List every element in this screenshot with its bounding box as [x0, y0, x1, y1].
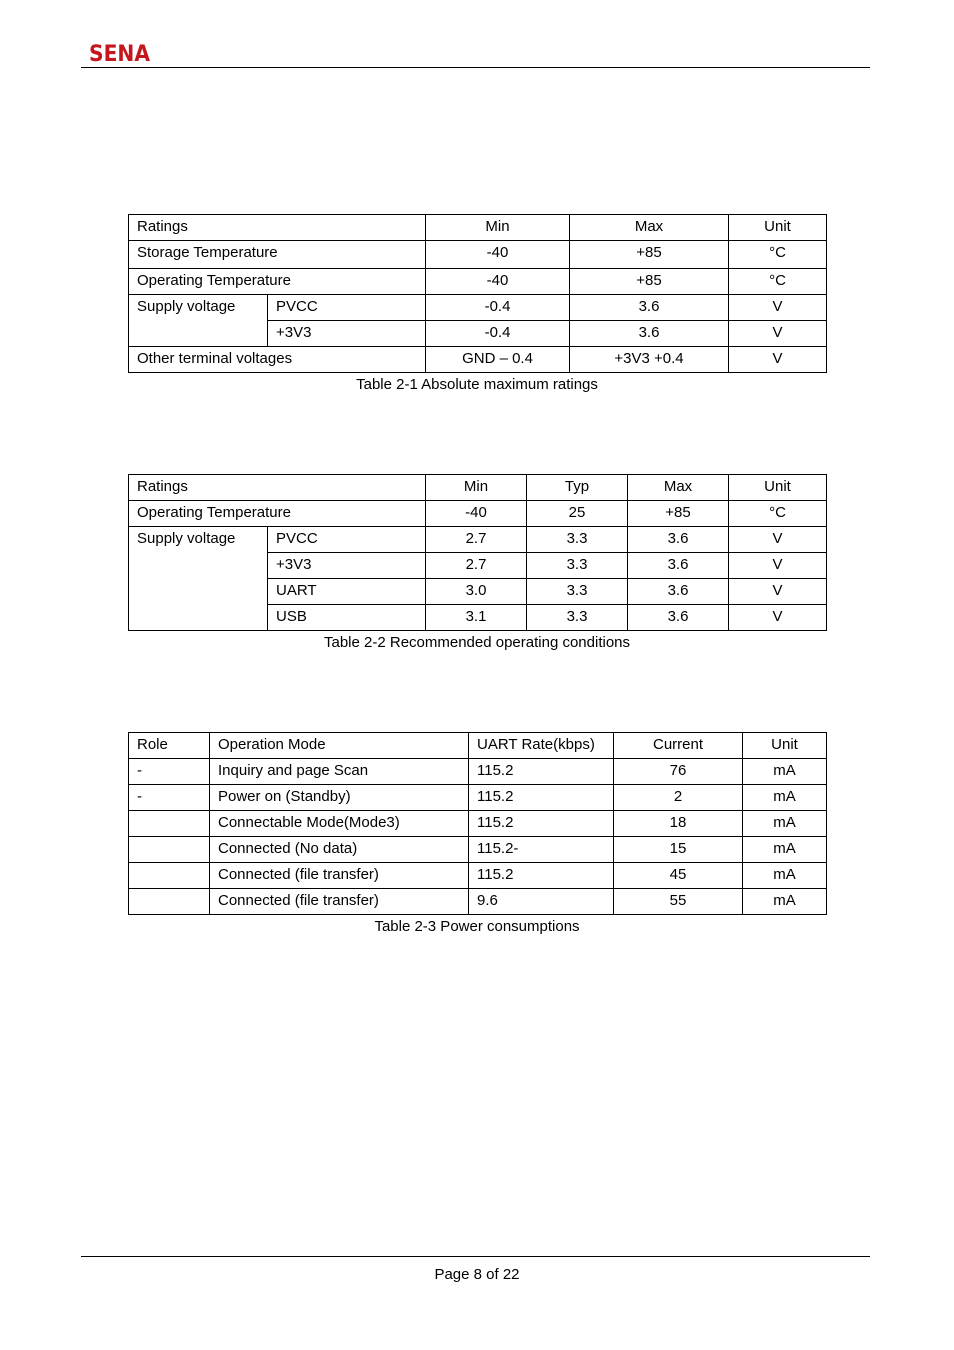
min-cell: 3.1: [426, 605, 527, 631]
table-row: [129, 811, 827, 837]
unit-cell: °C: [729, 269, 827, 295]
min-cell: 2.7: [426, 553, 527, 579]
role-cell: [129, 889, 210, 915]
sub-rating-cell: +3V3: [268, 553, 426, 579]
unit-cell: mA: [743, 889, 827, 915]
table-row: [129, 863, 827, 889]
min-cell: -0.4: [426, 321, 570, 347]
current-cell: 15: [614, 837, 743, 863]
current-cell: 45: [614, 863, 743, 889]
table-row: [129, 527, 827, 553]
min-cell: -0.4: [426, 295, 570, 321]
max-cell: 3.6: [628, 527, 729, 553]
max-cell: 3.6: [628, 553, 729, 579]
mode-cell: Connected (No data): [210, 837, 469, 863]
unit-cell: °C: [729, 241, 827, 269]
typ-cell: 3.3: [527, 605, 628, 631]
max-cell: +3V3 +0.4: [570, 347, 729, 373]
table-header-row: [129, 475, 827, 501]
max-cell: +85: [628, 501, 729, 527]
min-cell: -40: [426, 501, 527, 527]
rating-cell: Storage Temperature: [129, 241, 426, 269]
header-cell: Role: [129, 733, 210, 759]
rating-cell: Other terminal voltages: [129, 347, 426, 373]
sub-rating-cell: +3V3: [268, 321, 426, 347]
current-cell: 18: [614, 811, 743, 837]
rate-cell: 115.2: [469, 759, 614, 785]
rating-cell: Operating Temperature: [129, 269, 426, 295]
page-number: Page 8 of 22: [434, 1266, 520, 1283]
rating-cell: Operating Temperature: [129, 501, 426, 527]
min-cell: 3.0: [426, 579, 527, 605]
power-consumptions-table: [128, 732, 827, 915]
rate-cell: 9.6: [469, 889, 614, 915]
role-cell: [129, 837, 210, 863]
recommended-operating-conditions-table: [128, 474, 827, 631]
unit-cell: V: [729, 579, 827, 605]
header-cell: Operation Mode: [210, 733, 469, 759]
sena-logo: SENA: [89, 42, 151, 67]
typ-cell: 3.3: [527, 579, 628, 605]
header-cell: Current: [614, 733, 743, 759]
min-cell: -40: [426, 269, 570, 295]
role-cell: -: [129, 785, 210, 811]
rate-cell: 115.2: [469, 811, 614, 837]
max-cell: 3.6: [628, 605, 729, 631]
unit-cell: mA: [743, 759, 827, 785]
unit-cell: mA: [743, 811, 827, 837]
sub-rating-cell: PVCC: [268, 295, 426, 321]
min-cell: GND – 0.4: [426, 347, 570, 373]
unit-cell: °C: [729, 501, 827, 527]
typ-cell: 3.3: [527, 553, 628, 579]
table-row: [129, 269, 827, 295]
sub-rating-cell: USB: [268, 605, 426, 631]
max-cell: 3.6: [628, 579, 729, 605]
header-cell: UART Rate(kbps): [469, 733, 614, 759]
header-cell: Max: [570, 215, 729, 241]
min-cell: -40: [426, 241, 570, 269]
sub-rating-cell: PVCC: [268, 527, 426, 553]
max-cell: 3.6: [570, 321, 729, 347]
table-row: [129, 785, 827, 811]
table-row: [129, 241, 827, 269]
typ-cell: 3.3: [527, 527, 628, 553]
mode-cell: Connectable Mode(Mode3): [210, 811, 469, 837]
unit-cell: V: [729, 527, 827, 553]
header-cell: Unit: [729, 215, 827, 241]
table-header-row: [129, 733, 827, 759]
table-row: [129, 837, 827, 863]
current-cell: 76: [614, 759, 743, 785]
rate-cell: 115.2-: [469, 837, 614, 863]
rate-cell: 115.2: [469, 863, 614, 889]
rating-cell: Supply voltage: [129, 527, 268, 631]
header-cell: Unit: [743, 733, 827, 759]
sub-rating-cell: UART: [268, 579, 426, 605]
header-cell: Min: [426, 475, 527, 501]
min-cell: 2.7: [426, 527, 527, 553]
unit-cell: mA: [743, 837, 827, 863]
unit-cell: V: [729, 321, 827, 347]
header-divider: [81, 67, 870, 68]
mode-cell: Power on (Standby): [210, 785, 469, 811]
current-cell: 2: [614, 785, 743, 811]
header-cell: Typ: [527, 475, 628, 501]
footer-divider: [81, 1256, 870, 1257]
max-cell: +85: [570, 241, 729, 269]
header-cell: Ratings: [129, 215, 426, 241]
table-row: [129, 347, 827, 373]
typ-cell: 25: [527, 501, 628, 527]
table-caption: Table 2-3 Power consumptions: [374, 918, 580, 935]
table-row: [129, 889, 827, 915]
role-cell: [129, 811, 210, 837]
absolute-maximum-ratings-table: [128, 214, 827, 373]
table-caption: Table 2-1 Absolute maximum ratings: [356, 376, 598, 393]
unit-cell: mA: [743, 863, 827, 889]
header-cell: Max: [628, 475, 729, 501]
max-cell: +85: [570, 269, 729, 295]
rate-cell: 115.2: [469, 785, 614, 811]
mode-cell: Connected (file transfer): [210, 863, 469, 889]
table-caption: Table 2-2 Recommended operating conditions: [323, 634, 631, 651]
current-cell: 55: [614, 889, 743, 915]
unit-cell: V: [729, 553, 827, 579]
role-cell: -: [129, 759, 210, 785]
header-cell: Ratings: [129, 475, 426, 501]
table-row: [129, 295, 827, 321]
role-cell: [129, 863, 210, 889]
unit-cell: V: [729, 605, 827, 631]
mode-cell: Inquiry and page Scan: [210, 759, 469, 785]
table-header-row: [129, 215, 827, 241]
unit-cell: mA: [743, 785, 827, 811]
header-cell: Unit: [729, 475, 827, 501]
header-cell: Min: [426, 215, 570, 241]
unit-cell: V: [729, 295, 827, 321]
max-cell: 3.6: [570, 295, 729, 321]
table-row: [129, 501, 827, 527]
table-row: [129, 759, 827, 785]
rating-cell: Supply voltage: [129, 295, 268, 347]
mode-cell: Connected (file transfer): [210, 889, 469, 915]
unit-cell: V: [729, 347, 827, 373]
